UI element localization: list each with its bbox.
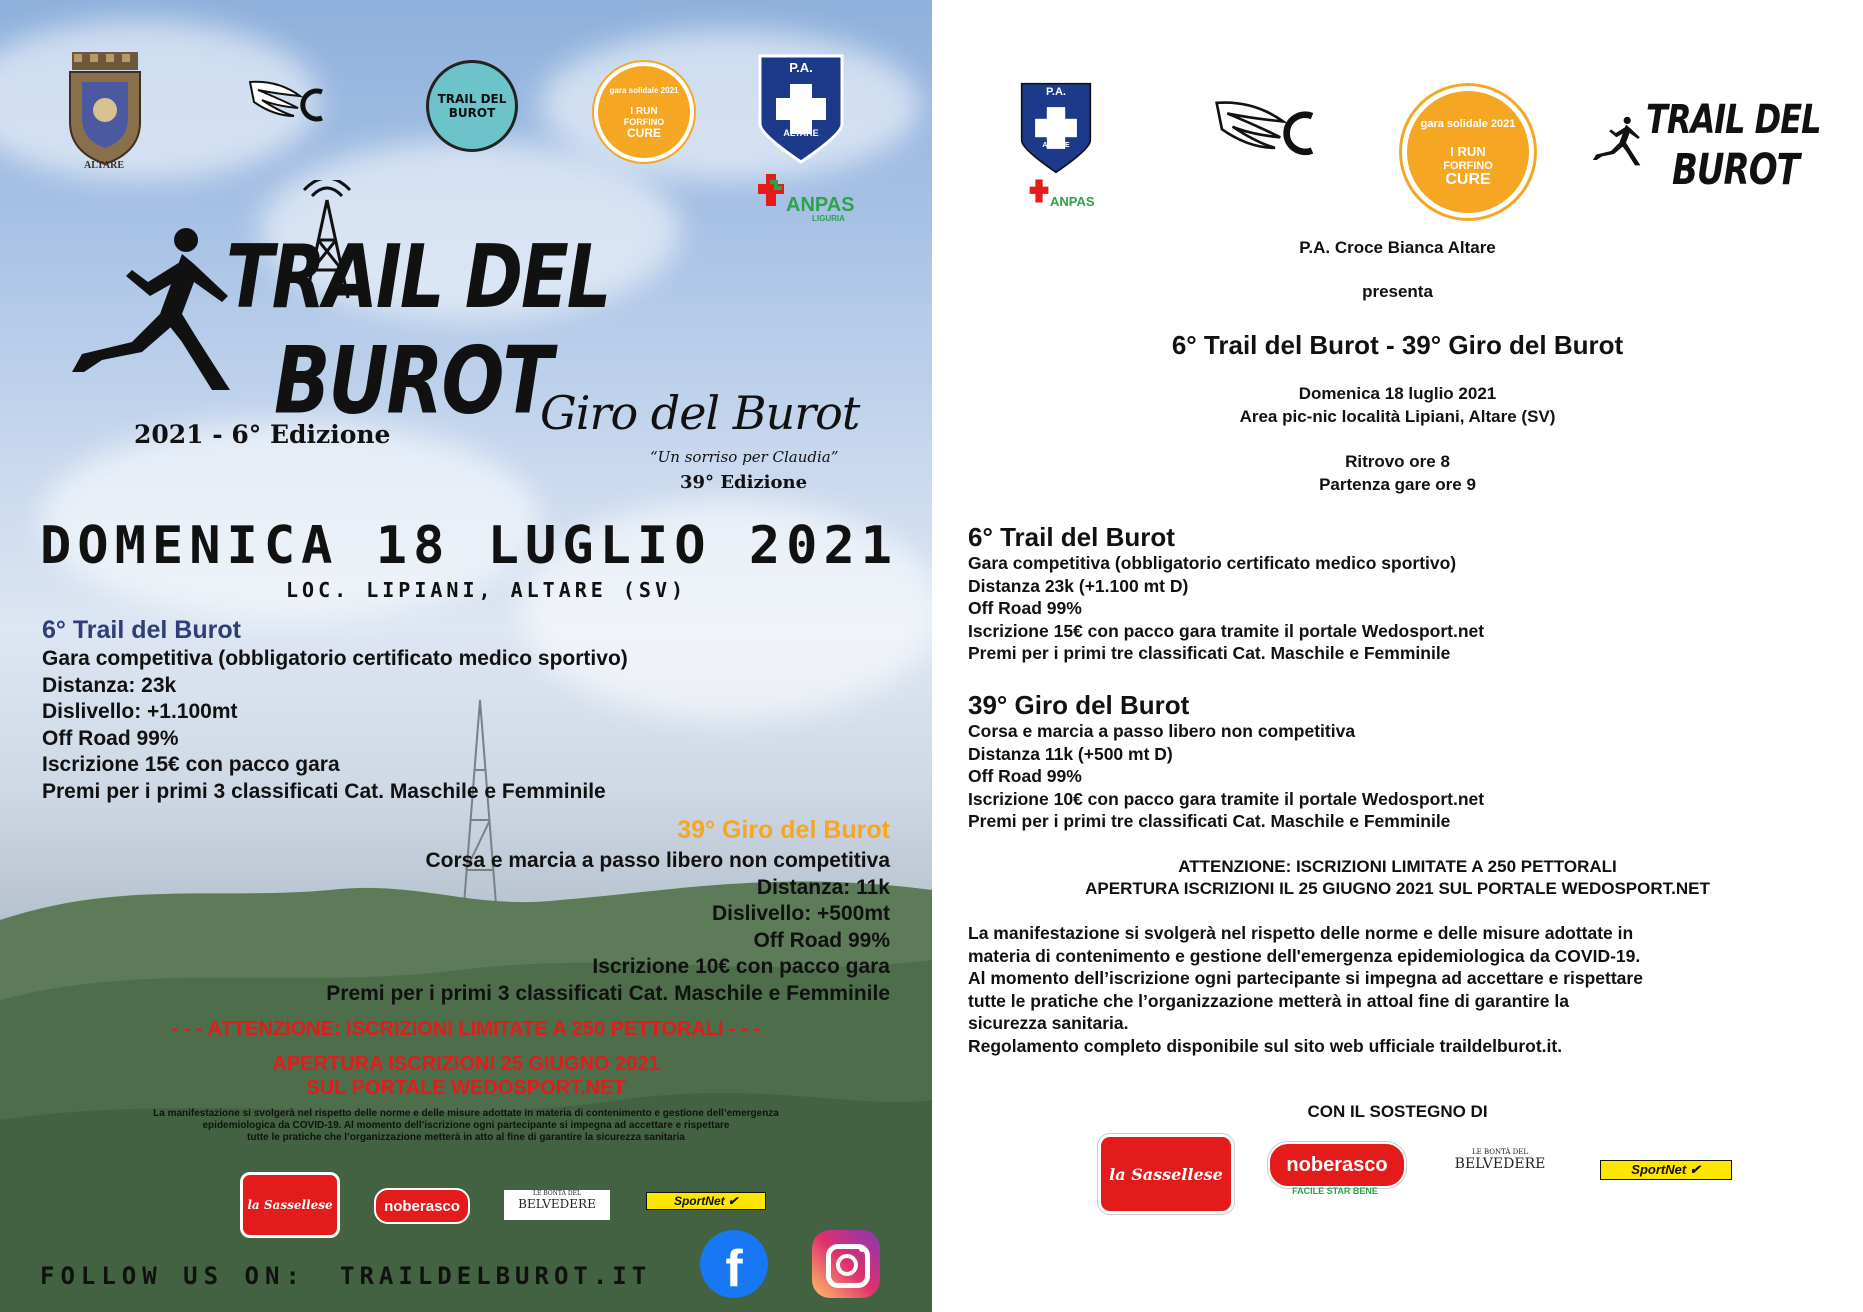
altare-crest-icon	[62, 52, 148, 172]
sponsor-label: LE BONTÀ DEL	[532, 1190, 582, 1197]
instagram-icon[interactable]	[812, 1230, 880, 1298]
trail-detail-line: Iscrizione 15€ con pacco gara tramite il portale Wedosport.net	[968, 620, 1485, 641]
trail-detail-line: Dislivello: +1.100mt	[42, 700, 238, 723]
attention-line: ATTENZIONE: ISCRIZIONI LIMITATE A 250 PETTORALI	[1178, 857, 1617, 876]
sponsor-label: la Sassellese	[1109, 1164, 1223, 1184]
giro-edition: 39° Edizione	[680, 472, 808, 493]
covid-line: sicurezza sanitaria.	[968, 1013, 1129, 1033]
belvedere-logo	[1438, 1148, 1562, 1172]
trail-detail-line: Distanza: 23k	[42, 673, 177, 697]
opening-line: SUL PORTALE WEDOSPORT.NET	[306, 1077, 626, 1099]
giro-detail-line: Corsa e marcia a passo libero non competitiva	[425, 849, 890, 872]
start-time: Partenza gare ore 9	[1319, 475, 1476, 494]
giro-heading: 39° Giro del Burot	[677, 816, 890, 844]
giro-detail-line: Iscrizione 10€ con pacco gara	[592, 955, 890, 978]
giro-detail-line: Premi per i primi tre classificati Cat. Maschile e Femminile	[968, 811, 1451, 831]
sponsor-label: la Sassellese	[247, 1198, 333, 1212]
logo-line: gara solidale 2021	[609, 86, 679, 95]
crest-label: ALTARE	[84, 160, 125, 171]
trail-edition: 2021 - 6° Edizione	[134, 420, 391, 449]
covid-line: tutte le pratiche che l’organizzazione metterà in atto al fine di garantire la sicurezza sanitaria	[247, 1132, 685, 1143]
covid-line: tutte le pratiche che l’organizzazione metterà in attoal fine di garantire la	[968, 990, 1569, 1011]
anpas-cross-icon	[756, 172, 786, 208]
giro-detail-line: Premi per i primi 3 classificati Cat. Maschile e Femminile	[326, 981, 890, 1005]
opening-line: APERTURA ISCRIZIONI 25 GIUGNO 2021	[272, 1053, 660, 1075]
sassellese-logo	[1098, 1134, 1234, 1214]
sassellese-logo	[240, 1172, 340, 1238]
giro-detail-line: Corsa e marcia a passo libero non competitiva	[968, 721, 1356, 741]
pa-badge-bottom: ALTARE	[1042, 142, 1070, 149]
giro-detail-line: Dislivello: +500mt	[712, 902, 890, 925]
giro-detail-line: Distanza 11k (+500 mt D)	[968, 743, 1173, 764]
gara-solidale-logo	[594, 62, 694, 162]
covid-line: Al momento dell’iscrizione ogni partecipante si impegna ad accettare e rispettare	[968, 968, 1643, 988]
logo-line: I RUN	[1450, 144, 1486, 159]
website-link[interactable]: TRAILDELBUROT.IT	[340, 1262, 652, 1290]
sponsor-label: SportNet ✔	[1631, 1162, 1701, 1177]
flyer-giro-details	[968, 720, 1484, 833]
poster-location: LOC. LIPIANI, ALTARE (SV)	[286, 578, 688, 602]
logo-line: CURE	[626, 126, 661, 140]
logo-line: BUROT	[448, 106, 496, 120]
anpas-cross-icon	[1028, 178, 1050, 204]
trail-detail-line: Gara competitiva (obbligatorio certificato medico sportivo)	[968, 553, 1457, 573]
belvedere-logo	[504, 1190, 610, 1220]
trail-detail-line: Off Road 99%	[968, 598, 1082, 618]
trail-detail-line: Iscrizione 15€ con pacco gara	[42, 753, 340, 776]
giro-details	[326, 848, 890, 1007]
logo-line: FORFINO	[1443, 160, 1493, 172]
flyer-covid-notice	[968, 922, 1643, 1057]
winged-c-icon	[248, 72, 328, 130]
attention-notice: - - - ATTENZIONE: ISCRIZIONI LIMITATE A 250 PETTORALI - - -	[171, 1018, 761, 1040]
flyer-trail-heading: 6° Trail del Burot	[968, 522, 1175, 552]
noberasco-logo	[374, 1188, 470, 1224]
facebook-glyph: f	[725, 1240, 743, 1298]
poster-date: DOMENICA 18 LUGLIO 2021	[40, 516, 899, 576]
giro-title: Giro del Burot	[540, 386, 860, 440]
flyer-trail-details	[968, 552, 1484, 665]
meeting-time: Ritrovo ore 8	[1345, 452, 1450, 471]
giro-subtitle: “Un sorriso per Claudia”	[650, 448, 839, 466]
flyer-date: Domenica 18 luglio 2021	[1298, 384, 1497, 403]
attention-line: APERTURA ISCRIZIONI IL 25 GIUGNO 2021 SUL PORTALE WEDOSPORT.NET	[1085, 879, 1710, 898]
burot-logo-line2: BUROT	[1672, 145, 1799, 195]
trail-detail-line: Gara competitiva (obbligatorio certificato medico sportivo)	[42, 647, 628, 670]
logo-line: CURE	[1445, 171, 1491, 188]
burot-logo-line1: TRAIL DEL	[1646, 95, 1821, 143]
sponsor-label: noberasco	[384, 1197, 460, 1215]
giro-detail-line: Iscrizione 10€ con pacco gara tramite il portale Wedosport.net	[968, 788, 1485, 809]
facebook-icon[interactable]	[700, 1230, 768, 1298]
runner-icon	[1590, 96, 1650, 188]
trail-detail-line: Premi per i primi 3 classificati Cat. Maschile e Femminile	[42, 779, 606, 803]
schedule	[932, 450, 1863, 496]
follow-label: FOLLOW US ON:	[40, 1262, 306, 1290]
sponsor-label: noberasco	[1286, 1153, 1388, 1176]
anpas-label: ANPAS	[1050, 194, 1095, 209]
sportnet-logo	[1600, 1160, 1732, 1180]
sponsor-label: BELVEDERE	[518, 1197, 596, 1211]
noberasco-tagline: FACILE STAR BENE	[1292, 1186, 1378, 1196]
trail-details	[42, 646, 628, 805]
trail-heading: 6° Trail del Burot	[42, 616, 241, 644]
logo-line: FORFINO	[623, 117, 665, 127]
presents: presenta	[1362, 282, 1433, 301]
covid-line: La manifestazione si svolgerà nel rispetto delle norme e delle misure adottate in	[968, 923, 1634, 943]
trail-detail-line: Distanza 23k (+1.100 mt D)	[968, 575, 1189, 596]
pa-badge-top: P.A.	[789, 60, 813, 75]
sportnet-logo	[646, 1192, 766, 1210]
support-label: CON IL SOSTEGNO DI	[1307, 1102, 1488, 1121]
trail-title-line2: BUROT	[274, 327, 551, 435]
organizer: P.A. Croce Bianca Altare	[1299, 238, 1496, 257]
event-flyer	[932, 0, 1863, 1312]
anpas-sub: LIGURIA	[812, 214, 845, 223]
pa-badge-bottom: ALTARE	[783, 128, 819, 138]
winged-c-icon	[1214, 88, 1320, 168]
giro-detail-line: Off Road 99%	[753, 928, 890, 952]
sponsor-label: LE BONTÀ DEL	[1471, 1148, 1529, 1156]
opening-notice	[0, 1052, 932, 1100]
trail-detail-line: Off Road 99%	[42, 726, 179, 750]
covid-line: epidemiologica da COVID-19. Al momento dell’iscrizione ogni partecipante si impegna ad accettare e rispettare	[202, 1120, 730, 1131]
giro-detail-line: Off Road 99%	[968, 766, 1082, 786]
gara-solidale-logo	[1402, 86, 1534, 218]
covid-line: Regolamento completo disponibile sul sito web ufficiale traildelburot.it.	[968, 1035, 1563, 1056]
covid-line: materia di contenimento e gestione dell'emergenza epidemiologica da COVID-19.	[968, 945, 1641, 966]
logo-line: gara solidale 2021	[1420, 118, 1516, 130]
trail-burot-round-logo	[426, 60, 518, 152]
sponsor-label: SportNet ✔	[673, 1194, 739, 1208]
pa-badge-top: P.A.	[1046, 86, 1066, 98]
flyer-place: Area pic-nic località Lipiani, Altare (SV)	[1239, 407, 1556, 426]
anpas-label: ANPAS	[786, 194, 855, 216]
noberasco-logo	[1268, 1142, 1406, 1188]
trail-detail-line: Premi per i primi tre classificati Cat. Maschile e Femminile	[968, 643, 1451, 663]
sponsor-label: BELVEDERE	[1454, 1156, 1546, 1172]
covid-line: La manifestazione si svolgerà nel rispetto delle norme e delle misure adottate in materia di contenimento e gestione dell’emergenza	[153, 1108, 779, 1119]
giro-detail-line: Distanza: 11k	[756, 875, 890, 899]
flyer-attention	[932, 856, 1863, 900]
date-place	[932, 382, 1863, 428]
trail-title-line1: TRAIL DEL	[226, 225, 610, 329]
logo-line: TRAIL DEL	[437, 92, 507, 106]
flyer-title: 6° Trail del Burot - 39° Giro del Burot	[1171, 330, 1624, 360]
logo-line: I RUN	[630, 106, 658, 117]
flyer-giro-heading: 39° Giro del Burot	[968, 690, 1190, 720]
covid-notice	[0, 1108, 932, 1144]
